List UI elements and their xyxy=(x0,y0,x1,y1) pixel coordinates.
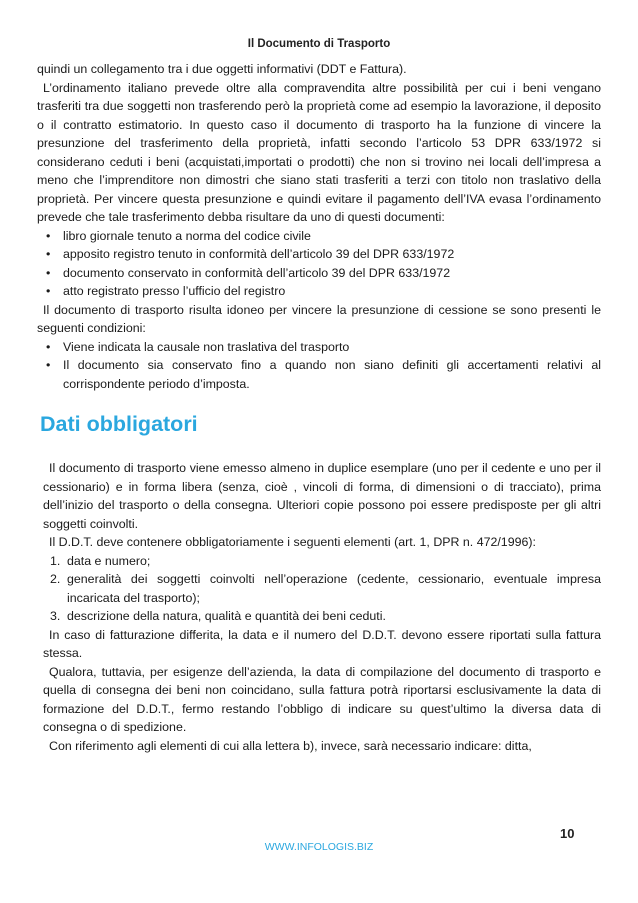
paragraph: Il documento di trasporto viene emesso almeno in duplice esemplare (uno per il cedente e uno per il cessionario) e in forma libera (senza, cioè , vincoli di forma, di dimensioni o di tracciato), prima dell’inizio del trasporto o della consegna. Ulteriori copie possono poi essere predisposte per gli altri soggetti coinvolti. xyxy=(43,461,601,531)
item-number: 1. xyxy=(50,553,61,568)
list-item: • documento conservato in conformità dell’articolo 39 del DPR 633/1972 xyxy=(63,264,601,283)
paragraph: Con riferimento agli elementi di cui alla lettera b), invece, sarà necessario indicare: ditta, xyxy=(49,738,532,753)
section-body xyxy=(37,459,601,755)
paragraph: Il documento di trasporto risulta idoneo per vincere la presunzione di cessione se sono presenti le seguenti condizioni: xyxy=(37,302,601,335)
list-item xyxy=(50,552,601,571)
footer-link[interactable]: WWW.INFOLOGIS.BIZ xyxy=(264,841,374,853)
list-item: • Viene indicata la causale non traslativa del trasporto xyxy=(63,338,601,357)
item-number: 3. xyxy=(50,609,61,623)
list-item xyxy=(50,570,601,607)
bullet-list xyxy=(37,227,601,301)
list-item: • apposito registro tenuto in conformità dell’articolo 39 del DPR 633/1972 xyxy=(63,245,601,264)
page-number: 10 xyxy=(560,826,575,841)
bullet-list xyxy=(37,338,601,394)
paragraph: quindi un collegamento tra i due oggetti informativi (DDT e Fattura). xyxy=(37,62,407,76)
numbered-list xyxy=(43,552,601,626)
running-header: Il Documento di Trasporto xyxy=(247,38,391,50)
paragraph: In caso di fatturazione differita, la data e il numero del D.D.T. devono essere riportati sulla fattura stessa. xyxy=(43,627,601,660)
item-text: generalità dei soggetti coinvolti nell’operazione (cedente, cessionario, eventuale impresa incaricata del trasporto); xyxy=(67,572,601,605)
paragraph: L’ordinamento italiano prevede oltre alla compravendita altre possibilità per cui i beni vengano trasferiti tra due soggetti non trasferendo però la proprietà come ad esempio la lavorazione, il deposito o il contratto estimatorio. In questo caso il documento di trasporto ha la funzione di vincere la presunzione del trasferimento della proprietà, infatti secondo l’articolo 53 DPR 633/1972 si considerano ceduti i beni (acquistati,importati o prodotti) che non si trovino nei locali dell’impresa a meno che l’imprenditore non dimostri che siano stati trasferiti a terzi con titolo non traslativo della proprietà. Per vincere questa presunzione e quindi evitare il pagamento dell’IVA evasa l’ordinamento prevede che tale trasferimento debba risultare da uno di questi documenti: xyxy=(37,80,601,224)
list-item xyxy=(50,607,601,626)
list-item: • libro giornale tenuto a norma del codice civile xyxy=(63,227,601,246)
item-text: descrizione della natura, qualità e quantità dei beni ceduti. xyxy=(67,609,386,623)
list-item: • Il documento sia conservato fino a quando non siano definiti gli accertamenti relativi al corrispondente periodo d’imposta. xyxy=(63,356,601,393)
paragraph: Il D.D.T. deve contenere obbligatoriamente i seguenti elementi (art. 1, DPR n. 472/1996): xyxy=(49,535,536,549)
item-text: data e numero; xyxy=(67,553,151,568)
item-number: 2. xyxy=(50,572,61,586)
page-content xyxy=(37,60,601,755)
list-item: • atto registrato presso l’ufficio del registro xyxy=(63,282,601,301)
section-heading: Dati obbligatori xyxy=(40,412,198,436)
paragraph: Qualora, tuttavia, per esigenze dell’azienda, la data di compilazione del documento di trasporto e quella di consegna dei beni non coincidano, sulla fattura potrà riportarsi esclusivamente la data di formazione del D.D.T., fermo restando l’obbligo di indicare su quest’ultimo la diversa data di consegna o di spedizione. xyxy=(43,664,601,734)
